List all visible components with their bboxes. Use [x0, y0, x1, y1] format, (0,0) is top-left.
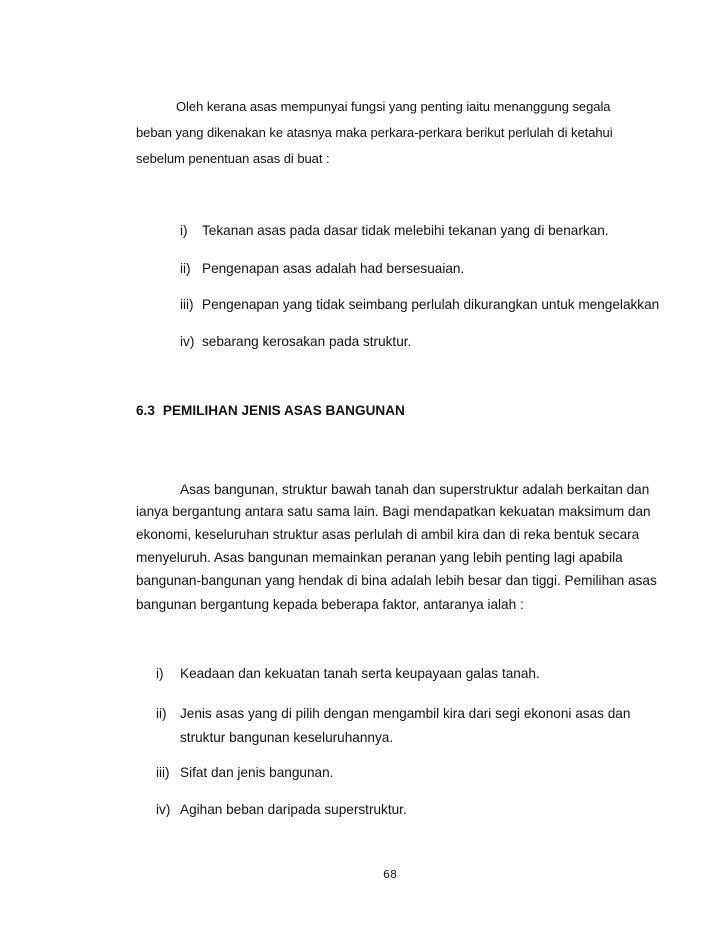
list-marker: i)	[180, 223, 188, 238]
body-line-1: Asas bangunan, struktur bawah tanah dan superstruktur adalah berkaitan dan	[180, 482, 650, 497]
list-marker: iv)	[180, 334, 195, 349]
list-marker: iii)	[180, 297, 194, 312]
body-line-5: bangunan-bangunan yang hendak di bina adalah lebih besar dan tiggi. Pemilihan asas	[136, 573, 657, 588]
intro-line-3: sebelum penentuan asas di buat :	[136, 151, 330, 166]
list-marker: iii)	[156, 765, 170, 780]
list-item-text: Tekanan asas pada dasar tidak melebihi tekanan yang di benarkan.	[202, 223, 609, 238]
list-item-text: Agihan beban daripada superstruktur.	[180, 802, 407, 817]
intro-line-1: Oleh kerana asas mempunyai fungsi yang penting iaitu menanggung segala	[176, 99, 611, 114]
body-line-2: ianya bergantung antara satu sama lain. Bagi mendapatkan kekuatan maksimum dan	[136, 504, 651, 519]
section-heading	[136, 402, 405, 420]
intro-line-2: beban yang dikenakan ke atasnya maka perkara-perkara berikut perlulah di ketahui	[136, 125, 613, 140]
page-number: 68	[383, 868, 397, 881]
list-marker: ii)	[180, 261, 191, 276]
list-item-text: Sifat dan jenis bangunan.	[180, 765, 334, 780]
list-marker: iv)	[156, 802, 171, 817]
list-item-continuation: struktur bangunan keseluruhannya.	[180, 730, 394, 745]
list-item-text: Pengenapan yang tidak seimbang perlulah dikurangkan untuk mengelakkan	[202, 297, 660, 312]
body-line-4: menyeluruh. Asas bangunan memainkan peranan yang lebih penting lagi apabila	[136, 550, 623, 565]
list-item-text: Jenis asas yang di pilih dengan mengambil kira dari segi ekononi asas dan	[180, 706, 631, 721]
section-title: PEMILIHAN JENIS ASAS BANGUNAN	[162, 403, 405, 418]
section-number: 6.3	[136, 403, 155, 418]
list-marker: i)	[156, 666, 164, 681]
list-marker: ii)	[156, 706, 167, 721]
body-line-3: ekonomi, keseluruhan struktur asas perlulah di ambil kira dan di reka bentuk secara	[136, 527, 640, 542]
list-item-text: Keadaan dan kekuatan tanah serta keupayaan galas tanah.	[180, 666, 540, 681]
body-line-6: bangunan bergantung kepada beberapa faktor, antaranya ialah :	[136, 597, 524, 612]
list-item-text: Pengenapan asas adalah had bersesuaian.	[202, 261, 465, 276]
list-item-text: sebarang kerosakan pada struktur.	[202, 334, 412, 349]
